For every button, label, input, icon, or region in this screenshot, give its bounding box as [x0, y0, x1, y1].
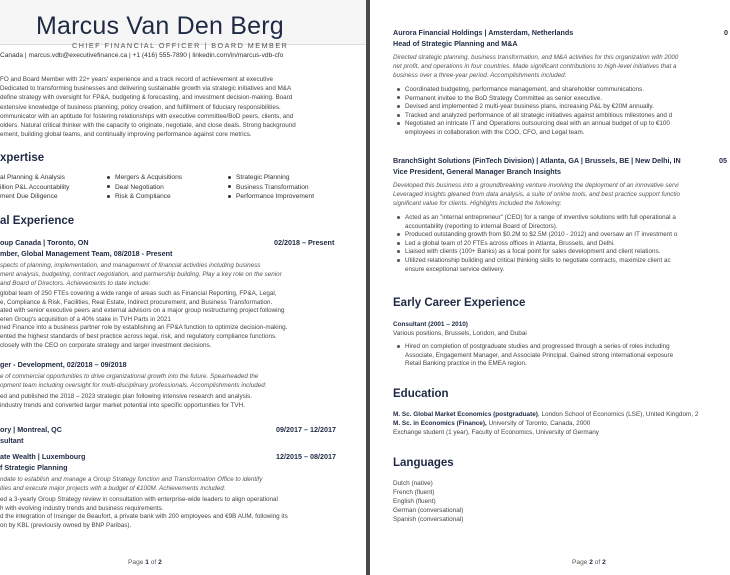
education-item: Exchange student (1 year), Faculty of Economics, University of Germany	[393, 429, 600, 436]
language-item: French (fluent)	[393, 489, 435, 496]
job-description	[0, 372, 266, 390]
job-achievements	[0, 496, 288, 530]
job-achievements	[0, 393, 252, 410]
bullet-item: ated with senior executive peers and external advisors on a major group restructuring project following	[0, 307, 285, 315]
job-company: ory | Montreal, QC	[0, 425, 62, 434]
bullet-item: Permanent invitee to the BoD Strategy Committee as senior executive.	[393, 95, 672, 104]
summary-line: Dedicated to transforming businesses and delivering sustainable growth via strategic initiatives and M&A	[0, 85, 292, 93]
description-line: Directed strategic planning, business transformation, and M&A activities for this organization with 2000	[393, 54, 679, 61]
page-number: Page 2 of 2	[572, 559, 606, 566]
bullet-item: on by KBL (previously owned by BNP Paribas).	[0, 521, 132, 529]
candidate-name: Marcus Van Den Berg	[36, 12, 284, 40]
job-date: 09/2017 – 12/2017	[276, 425, 336, 434]
bullet-dot-icon	[393, 112, 405, 121]
skill-item: Risk & Compliance	[107, 193, 171, 200]
description-line: net profit, and operations in four countries. Made significant contributions to high-level initiatives that a	[393, 63, 677, 70]
bullet-item: Liaised with clients (100+ Banks) as a focal point for sales development and client relations.	[393, 248, 677, 257]
bullet-dot-icon	[393, 86, 405, 95]
skill-item: Deal Negotiation	[107, 184, 164, 191]
education-item: M. Sc. Global Market Economics (postgraduate), London School of Economics (LSE), United Kingdom, 2	[393, 411, 699, 418]
bullet-dot-icon	[393, 248, 405, 257]
description-line: and Board of Directors. Achievements to date include:	[0, 280, 151, 287]
bullet-item: ed a 3-yearly Group Strategy review in consultation with enterprise-wide leaders to align operational	[0, 496, 278, 503]
bullet-item: ed and published the 2018 – 2023 strategic plan following intensive research and analysis.	[0, 393, 253, 400]
bullet-item: ented the highest standards of best practice across legal, risk, and regulatory compliance functions.	[0, 332, 277, 340]
bullet-dot-icon	[393, 240, 405, 249]
bullet-item: eren Group's acquisition of a 40% stake in TVH Parts in 2021	[0, 315, 171, 323]
summary-line: define strategy with oversight for FP&A, budgeting & forecasting, and investment decision-making. Board	[0, 94, 293, 102]
language-item: Dutch (native)	[393, 480, 433, 487]
early-career-subtitle: Various positions, Brussels, London, and Dubai	[393, 330, 527, 337]
summary-line: ement, building global teams, and continually improving performance against core metrics.	[0, 131, 252, 139]
language-item: English (fluent)	[393, 498, 436, 505]
page-number: Page 1 of 2	[128, 559, 162, 566]
job-company: ate Wealth | Luxembourg	[0, 452, 86, 461]
bullet-dot-icon	[107, 176, 110, 179]
bullet-dot-icon	[228, 176, 231, 179]
early-career-bullet	[393, 343, 673, 369]
job-description	[0, 261, 282, 288]
description-line: spects of planning, implementation, and management of financial activities including business	[0, 262, 261, 269]
early-career-title: Consultant (2001 – 2010)	[393, 321, 468, 328]
bullet-dot-icon	[393, 120, 405, 137]
bullet-item: Devised and implemented 2 multi-year business plans, increasing P&L by €20M annually.	[393, 103, 672, 112]
skill-item: illion P&L Accountability	[0, 183, 70, 191]
summary-line: extensive knowledge of business planning, policy creation, and fulfillment of fiduciary responsibilities.	[0, 103, 281, 111]
job-achievements	[0, 290, 287, 350]
candidate-title: CHIEF FINANCIAL OFFICER | BOARD MEMBER	[72, 41, 289, 50]
bullet-item: Acted as an "internal entrepreneur" (CEO) for a range of inventive solutions with full operational a accountability (reporting to internal Board of Directors).	[393, 214, 677, 231]
language-item: German (conversational)	[393, 507, 464, 514]
bullet-item: Led a global team of 20 FTEs across offices in Atlanta, Brussels, and Delhi.	[393, 240, 677, 249]
bullet-dot-icon	[393, 103, 405, 112]
education-item: M. Sc. in Economics (Finance), University of Toronto, Canada, 2000	[393, 420, 591, 427]
job-role: mber, Global Management Team, 08/2018 - Present	[0, 249, 173, 258]
job-company: BranchSight Solutions (FinTech Division) | Atlanta, GA | Brussels, BE | New Delhi, IN	[393, 156, 681, 165]
bullet-item: Coordinated budgeting, performance management, and shareholder communications.	[393, 86, 672, 95]
summary-line: ommunicator with an aptitude for fostering relationships with executive committee/BoD peers, clients, and	[0, 112, 294, 120]
description-line: business over a three-year period. Accomplishments included:	[393, 72, 567, 79]
description-line: significant value for clients. Highlights included the following:	[393, 200, 562, 207]
summary-line: olders. Natural critical thinker with the capacity to originate, negotiate, and close deals. Strong background	[0, 122, 296, 130]
bullet-item: e, Compliance & Risk, Facilities, Real Estate, Indirect procurement, and Business Transformation.	[0, 298, 273, 306]
job-achievements	[393, 214, 677, 274]
resume-page-2	[370, 0, 730, 575]
bullet-dot-icon	[107, 195, 110, 198]
bullet-item: Negotiated an intricate IT and Operations outsourcing deal with an annual budget of up to €100 employees in collaboration with the COO, CFO, and Legal team.	[393, 120, 672, 137]
languages-heading: Languages	[393, 457, 454, 469]
job-date: 02/2018 – Present	[274, 238, 335, 247]
experience-heading: al Experience	[0, 215, 75, 227]
description-line: opment team including oversight for multi-disciplinary professionals. Accomplishments included:	[0, 382, 267, 389]
contact-line: Canada | marcus.vdb@executivefinance.ca | +1 (416) 555-7890 | linkedin.com/in/marcus-vdb-cfo	[0, 52, 284, 59]
description-line: ment analysis, budgeting, contract negotiation, and partnership building. Play a key role on the senior	[0, 271, 282, 278]
bullet-item: closely with the CEO on corporate strategy and larger investment decisions.	[0, 341, 212, 349]
skill-item: Mergers & Acquisitions	[107, 174, 182, 181]
expertise-heading: xpertise	[0, 152, 45, 164]
description-line: ndate to establish and manage a Group Strategy function and Transformation Office to identify	[0, 476, 263, 483]
bullet-dot-icon	[393, 257, 405, 274]
skill-item: al Planning & Analysis	[0, 174, 65, 181]
description-line: ities and execute major projects with a budget of €100M. Achievements included:	[0, 485, 226, 492]
bullet-dot-icon	[228, 185, 231, 188]
job-description	[0, 475, 262, 493]
job-description	[393, 53, 678, 80]
job-company: oup Canada | Toronto, ON	[0, 238, 89, 247]
job-role: f Strategic Planning	[0, 463, 68, 472]
description-line: Leveraged insights gleaned from data analysis, a suite of online tools, and best practice support functio	[393, 191, 681, 198]
job-date: 0	[724, 28, 728, 37]
skill-item: Business Transformation	[228, 184, 309, 191]
job-company: Aurora Financial Holdings | Amsterdam, Netherlands	[393, 28, 574, 37]
bullet-dot-icon	[107, 185, 110, 188]
bullet-dot-icon	[393, 95, 405, 104]
skill-item: Strategic Planning	[228, 174, 290, 181]
bullet-item: ned Finance into a business partner role by establishing an FP&A function to optimize decision-making.	[0, 324, 288, 332]
job-role: Head of Strategic Planning and M&A	[393, 39, 518, 48]
job-date: 05	[719, 156, 727, 165]
bullet-item: global team of 250 FTEs covering a wide range of areas such as Financial Reporting, FP&A, Legal,	[0, 290, 277, 297]
bullet-dot-icon	[393, 231, 405, 240]
bullet-item: h with evolving industry trends and business requirements.	[0, 504, 164, 512]
language-item: Spanish (conversational)	[393, 516, 464, 523]
bullet-item: Hired on completion of postgraduate studies and progressed through a series of roles including Associate, Engagement Manager, and Associate Principal. Gained strong international exposure Retail Banking practice in the EMEA region.	[393, 343, 673, 369]
job-description	[393, 181, 680, 208]
education-heading: Education	[393, 388, 449, 400]
bullet-item: Tracked and analyzed performance of all strategic initiatives against ambitious milestones and d	[393, 112, 672, 121]
description-line: Developed this business into a groundbreaking venture involving the deployment of an innovative servi	[393, 182, 679, 189]
skill-item: ment Due Diligence	[0, 193, 58, 200]
summary-line: FO and Board Member with 22+ years' experience and a track record of achievement at executive	[0, 76, 273, 83]
description-line: e of commercial opportunities to drive organizational growth into the future. Spearheaded the	[0, 373, 259, 380]
bullet-dot-icon	[228, 195, 231, 198]
job-achievements	[393, 86, 672, 138]
job-role: sultant	[0, 436, 24, 445]
early-career-heading: Early Career Experience	[393, 297, 526, 309]
languages-list	[393, 479, 463, 524]
job-role: ger - Development, 02/2018 – 09/2018	[0, 360, 127, 369]
bullet-item: Produced outstanding growth from $0.2M to $2.5M (2010 - 2012) and oversaw an IT investment o	[393, 231, 677, 240]
professional-summary	[0, 75, 296, 139]
bullet-item: d the integration of Insinger de Beaufort, a private bank with 200 employees and €9B AUM, following its	[0, 513, 288, 521]
job-date: 12/2015 – 08/2017	[276, 452, 336, 461]
bullet-dot-icon	[393, 343, 405, 369]
bullet-dot-icon	[393, 214, 405, 231]
bullet-item: Utilized relationship building and critical thinking skills to negotiate contracts, maximize client ac ensure exceptional service delivery.	[393, 257, 677, 274]
job-role: Vice President, General Manager Branch Insights	[393, 167, 562, 176]
bullet-item: industry trends and converted larger market potential into specific opportunities for TVH.	[0, 401, 245, 409]
education-list	[393, 410, 698, 437]
skill-item: Performance Improvement	[228, 193, 314, 200]
